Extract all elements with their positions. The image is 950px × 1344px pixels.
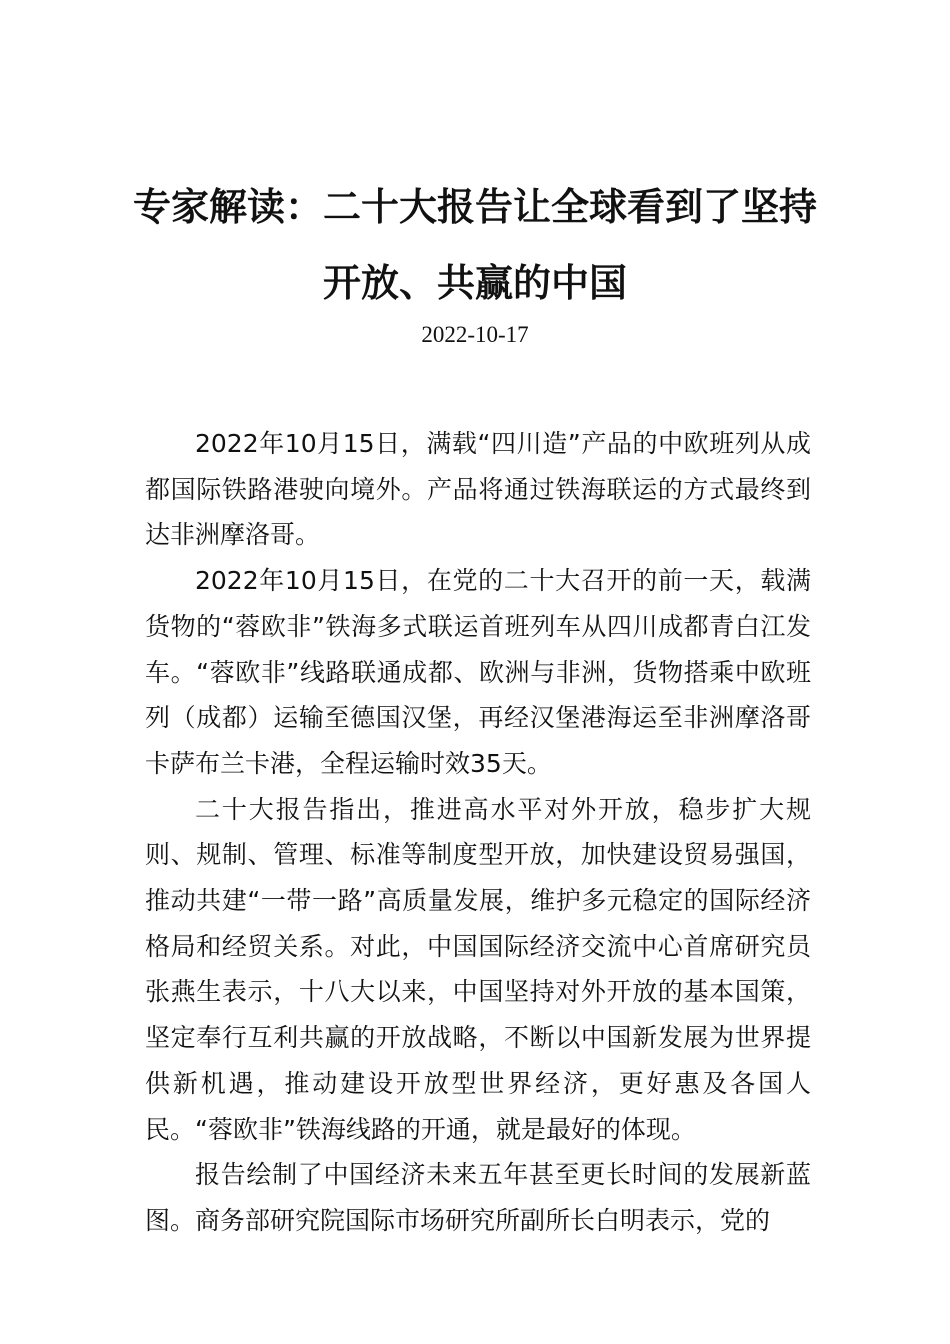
article-body (145, 421, 811, 1244)
paragraph-4: 报告绘制了中国经济未来五年甚至更长时间的发展新蓝图。商务部研究院国际市场研究所副所长白明表示，党的 (145, 1160, 811, 1235)
paragraph-2: 2022年10月15日，在党的二十大召开的前一天，载满货物的“蓉欧非”铁海多式联运首班列车从四川成都青白江发车。“蓉欧非”线路联通成都、欧洲与非洲，货物搭乘中欧班列（成都）运输至德国汉堡，再经汉堡港海运至非洲摩洛哥卡萨布兰卡港，全程运输时效35天。 (145, 566, 811, 778)
document-title-line-2: 开放、共赢的中国 (322, 260, 627, 305)
publish-date: 2022-10-17 (421, 322, 529, 347)
paragraph-3: 二十大报告指出，推进高水平对外开放，稳步扩大规则、规制、管理、标准等制度型开放，加快建设贸易强国，推动共建“一带一路”高质量发展，维护多元稳定的国际经济格局和经贸关系。对此，中国国际经济交流中心首席研究员张燕生表示，十八大以来，中国坚持对外开放的基本国策，坚定奉行互利共赢的开放战略，不断以中国新发展为世界提供新机遇，推动建设开放型世界经济，更好惠及各国人民。“蓉欧非”铁海线路的开通，就是最好的体现。 (145, 794, 811, 1144)
paragraph-1: 2022年10月15日，满载“四川造”产品的中欧班列从成都国际铁路港驶向境外。产品将通过铁海联运的方式最终到达非洲摩洛哥。 (145, 429, 811, 550)
document-title-line-1: 专家解读：二十大报告让全球看到了坚持 (132, 184, 817, 229)
